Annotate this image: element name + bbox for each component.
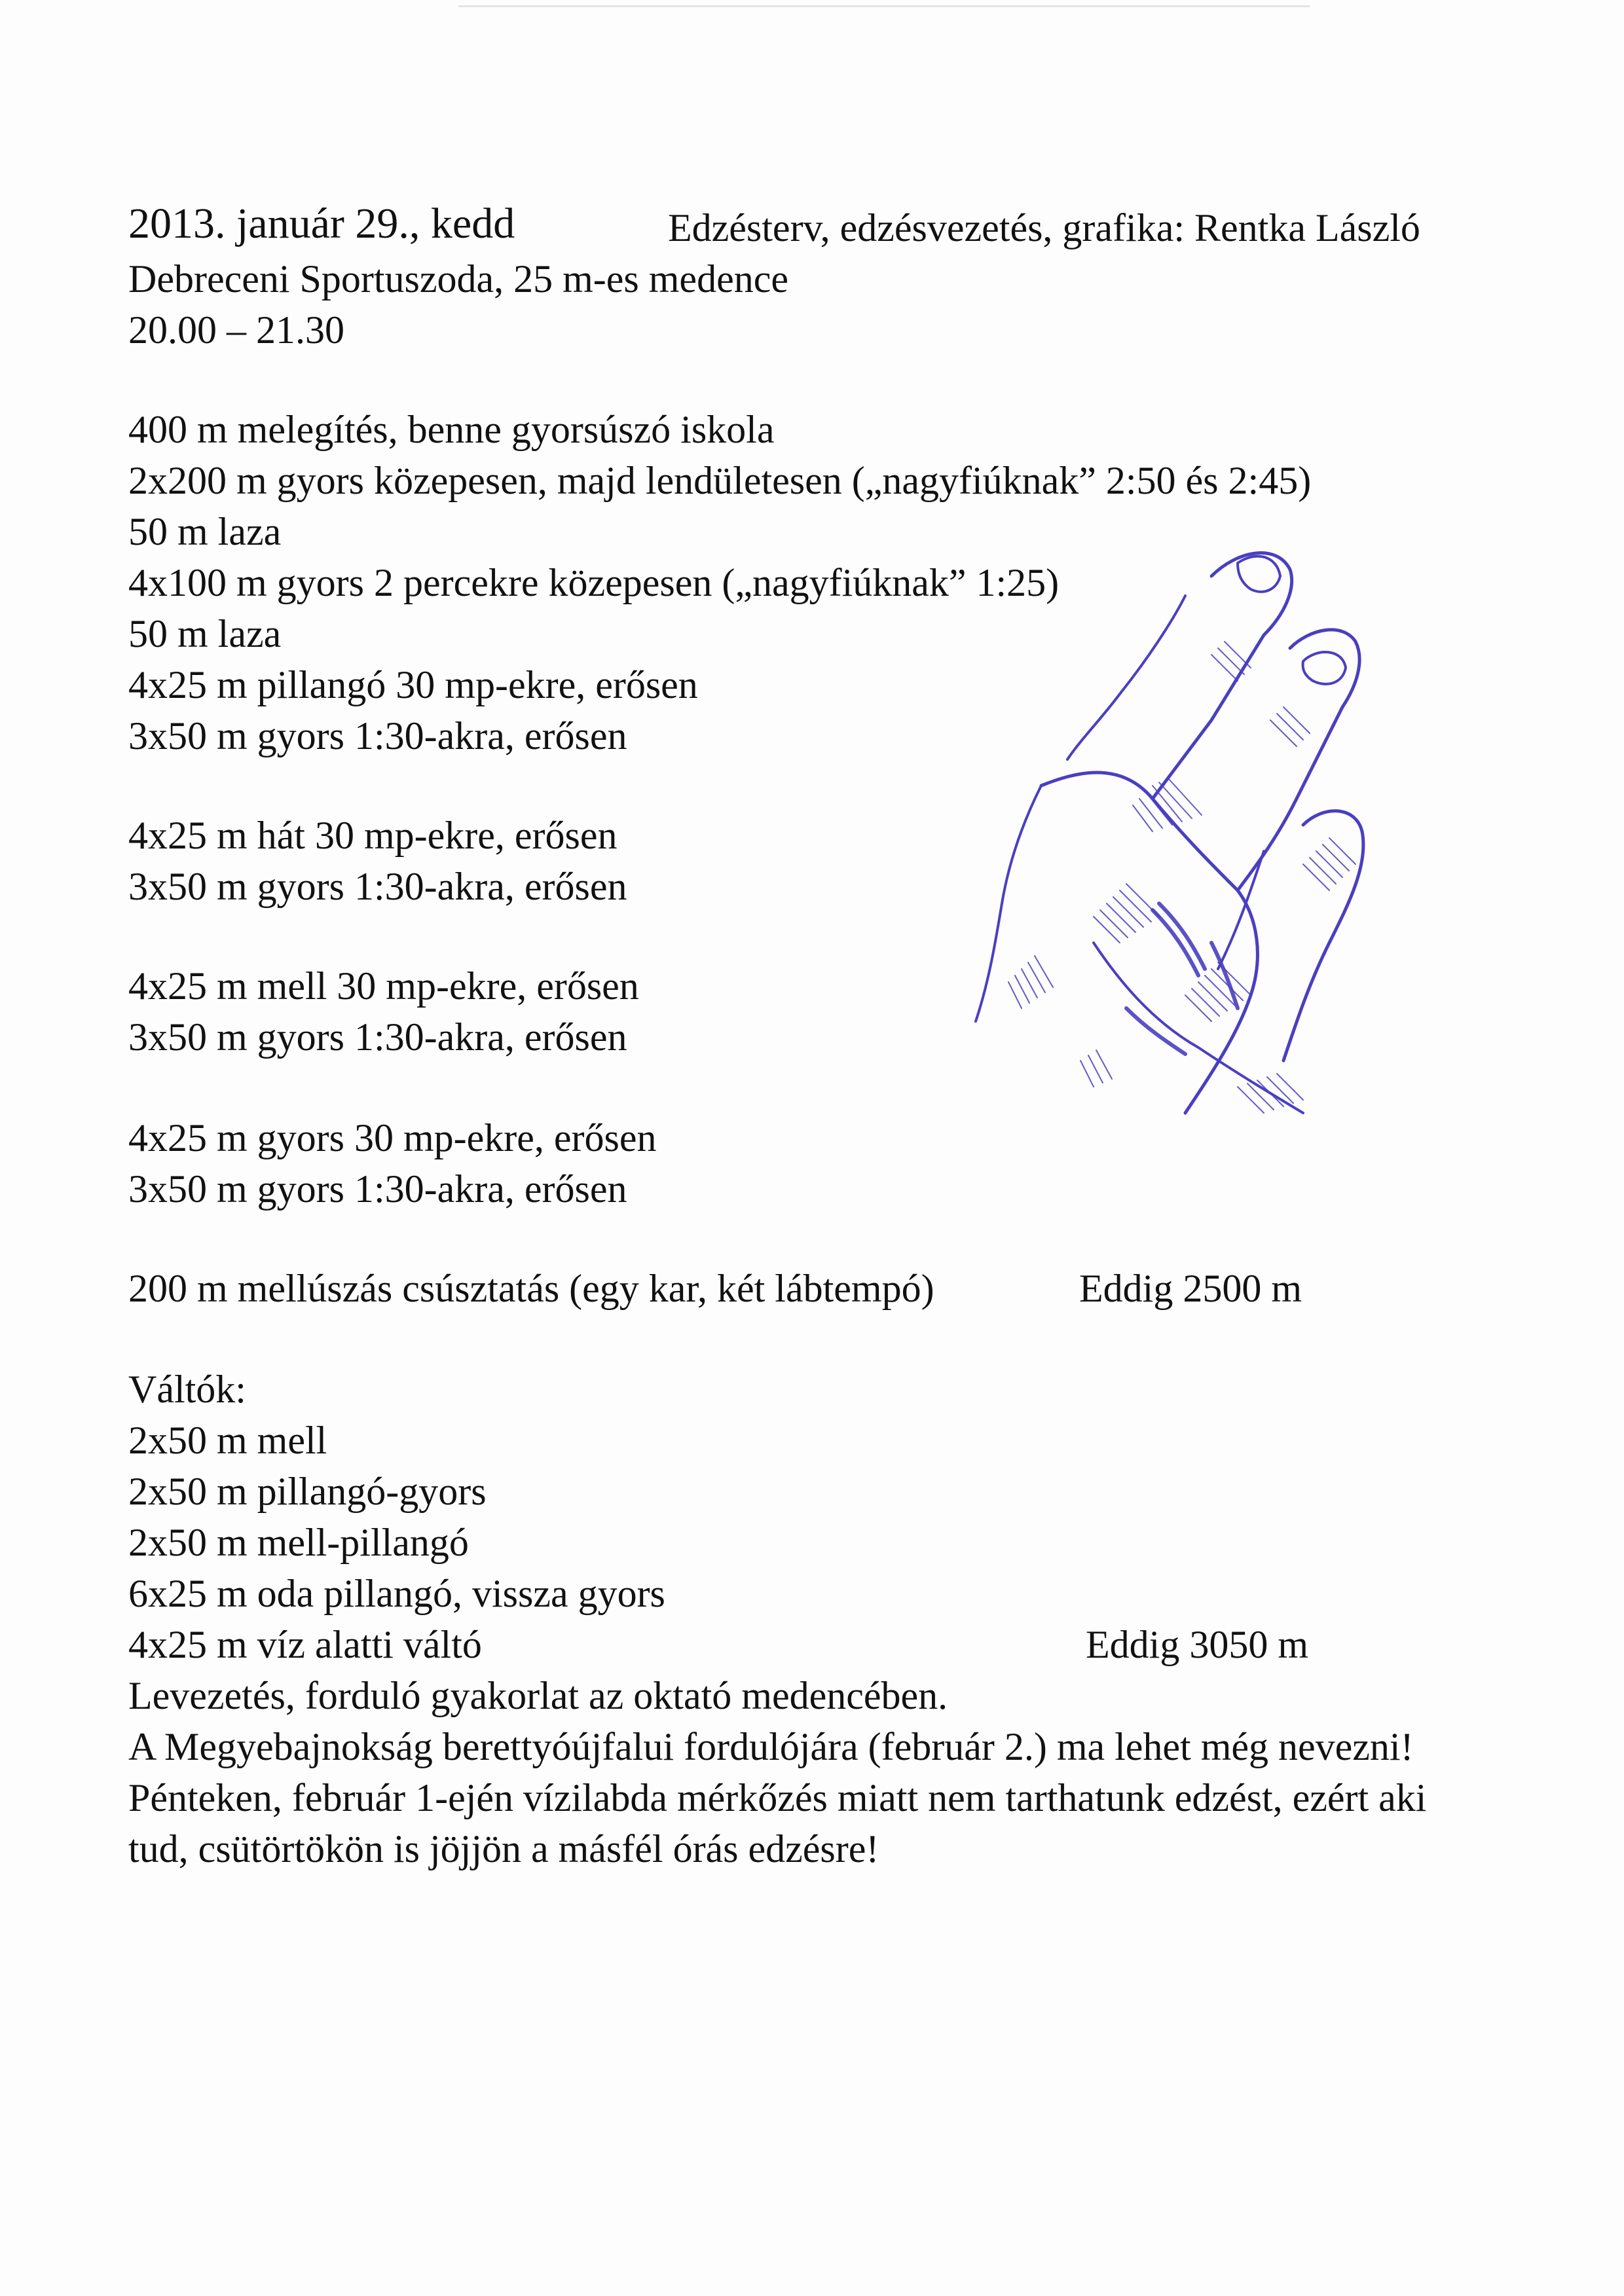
note-line: Pénteken, február 1-ején vízilabda mérkőzés miatt nem tarthatunk edzést, ezért aki [128,1776,1427,1819]
plan-line: 4x25 m hát 30 mp-ekre, erősen [128,814,618,857]
note-line: Levezetés, forduló gyakorlat az oktató medencében. [128,1674,948,1717]
plan-line: 3x50 m gyors 1:30-akra, erősen [128,1015,627,1059]
header-location: Debreceni Sportuszoda, 25 m-es medence [128,257,788,301]
note-line: tud, csütörtökön is jöjjön a másfél órás edzésre! [128,1827,879,1870]
plan-line: 50 m laza [128,510,282,553]
header-date: 2013. január 29., kedd [128,200,515,247]
relays-title: Váltók: [128,1368,246,1411]
plan-line: 2x200 m gyors közepesen, majd lendületesen („nagyfiúknak” 2:50 és 2:45) [128,459,1312,502]
header-credit: Edzésterv, edzésvezetés, grafika: Rentka László [668,206,1420,249]
plan-line: 50 m laza [128,612,282,655]
plan-line: 4x25 m pillangó 30 mp-ekre, erősen [128,663,698,706]
relay-item: 6x25 m oda pillangó, vissza gyors [128,1572,665,1615]
hand-sketch-illustration [845,524,1500,1244]
cooldown-line: 200 m mellúszás csúsztatás (egy kar, két lábtempó) [128,1267,934,1310]
plan-line: 4x100 m gyors 2 percekre közepesen („nagyfiúknak” 1:25) [128,561,1060,604]
plan-line: 3x50 m gyors 1:30-akra, erősen [128,865,627,908]
plan-line: 3x50 m gyors 1:30-akra, erősen [128,1167,627,1211]
plan-line: 3x50 m gyors 1:30-akra, erősen [128,714,627,757]
note-line: A Megyebajnokság berettyóújfalui fordulójára (február 2.) ma lehet még nevezni! [128,1725,1414,1768]
plan-line: 4x25 m mell 30 mp-ekre, erősen [128,964,639,1008]
scan-artifact-line [458,5,1310,7]
relay-item: 2x50 m mell-pillangó [128,1521,469,1564]
relay-item: 2x50 m pillangó-gyors [128,1470,487,1513]
plan-line: 400 m melegítés, benne gyorsúszó iskola [128,408,775,451]
header-time: 20.00 – 21.30 [128,308,344,352]
subtotal-2500: Eddig 2500 m [1079,1267,1302,1310]
relay-item: 4x25 m víz alatti váltó [128,1623,482,1666]
relay-item: 2x50 m mell [128,1419,327,1462]
plan-line: 4x25 m gyors 30 mp-ekre, erősen [128,1116,657,1159]
subtotal-3050: Eddig 3050 m [1086,1623,1308,1666]
